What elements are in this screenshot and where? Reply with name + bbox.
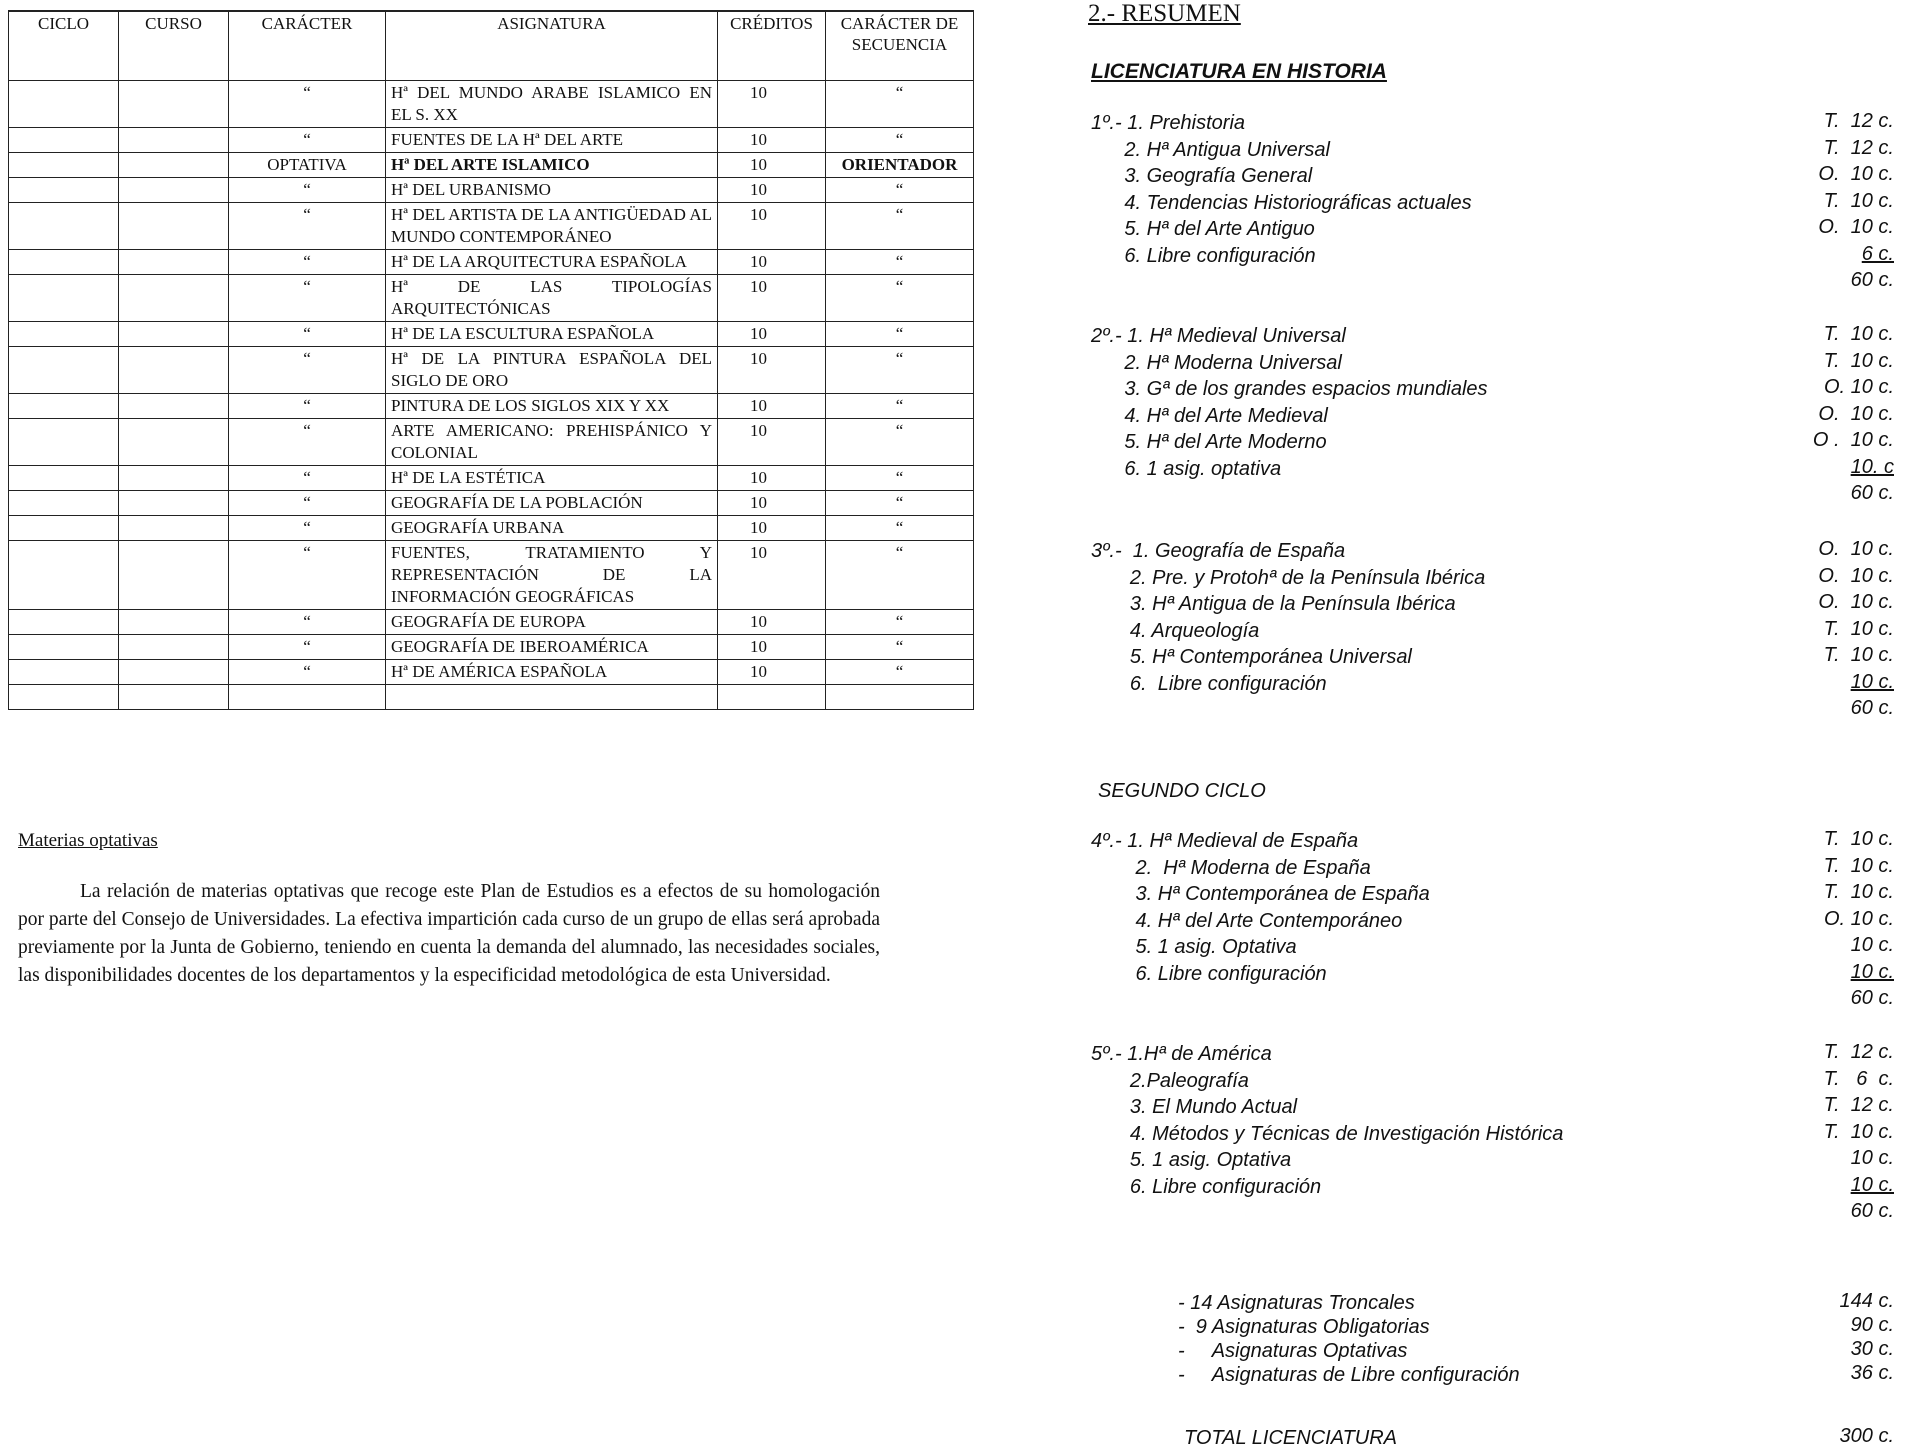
cell-asignatura: Hª DE LA PINTURA ESPAÑOLA DEL SIGLO DE ORO (386, 347, 718, 394)
cell-secuencia: ORIENTADOR (826, 153, 974, 178)
cell-creditos: 10 (718, 660, 826, 685)
summary-label: 5º.- 1.Hª de América (1091, 1043, 1272, 1065)
summary-label: 3. Hª Contemporánea de España (1091, 883, 1430, 905)
summary-value: 90 c. (1850, 1314, 1894, 1336)
cell-caracter: “ (229, 660, 386, 685)
cell-secuencia: “ (826, 516, 974, 541)
cell-curso (119, 685, 229, 710)
summary-label: - Asignaturas Optativas (1178, 1340, 1408, 1362)
cell-creditos: 10 (718, 610, 826, 635)
summary-label: 6. 1 asig. optativa (1091, 457, 1282, 480)
course-item (1088, 1096, 1908, 1122)
summary-label: 6. Libre configuración (1091, 962, 1327, 985)
cell-secuencia: “ (826, 491, 974, 516)
summary-value: T. 10 c. (1823, 189, 1894, 212)
header-asignatura: ASIGNATURA (386, 11, 718, 81)
grand-total-row (1088, 1427, 1908, 1453)
summary-value: T. 12 c. (1823, 136, 1894, 159)
summary-label: 4. Hª del Arte Medieval (1091, 404, 1328, 427)
cell-asignatura: ARTE AMERICANO: PREHISPÁNICO Y COLONIAL (386, 419, 718, 466)
summary-value: 10 c. (1850, 1173, 1894, 1196)
cell-curso (119, 322, 229, 347)
cell-asignatura: Hª DE LA ARQUITECTURA ESPAÑOLA (386, 250, 718, 275)
course-total (1088, 484, 1908, 510)
cell-ciclo (9, 347, 119, 394)
summary-label: 4. Métodos y Técnicas de Investigación Histórica (1091, 1122, 1564, 1145)
course-item (1088, 936, 1908, 962)
cell-asignatura: Hª DEL ARTE ISLAMICO (386, 153, 718, 178)
course-table (8, 10, 974, 710)
cell-caracter: “ (229, 610, 386, 635)
cell-secuencia: “ (826, 203, 974, 250)
cell-ciclo (9, 635, 119, 660)
cell-secuencia: “ (826, 419, 974, 466)
cell-creditos: 10 (718, 394, 826, 419)
table-row (9, 466, 974, 491)
summary-value: 10 c. (1850, 670, 1894, 693)
course-item (1088, 112, 1908, 138)
table-row (9, 322, 974, 347)
cell-curso (119, 347, 229, 394)
course-item (1088, 646, 1908, 672)
summary-label: 5. Hª del Arte Moderno (1091, 431, 1327, 453)
cell-creditos: 10 (718, 203, 826, 250)
course-item (1088, 854, 1908, 883)
cell-secuencia: “ (826, 275, 974, 322)
course-item (1088, 378, 1908, 404)
cell-curso (119, 635, 229, 660)
cell-ciclo (9, 516, 119, 541)
summary-label: 2º.- 1. Hª Medieval Universal (1091, 325, 1346, 347)
cell-asignatura: Hª DEL URBANISMO (386, 178, 718, 203)
summary-value: T. 12 c. (1823, 1041, 1894, 1063)
table-row (9, 178, 974, 203)
course-item (1088, 907, 1908, 936)
course-item (1088, 1173, 1908, 1202)
summary-label: 6. Libre configuración (1091, 672, 1327, 695)
summary-label: 2. Hª Moderna Universal (1091, 351, 1342, 374)
cell-curso (119, 250, 229, 275)
summary-label: 2. Hª Antigua Universal (1091, 138, 1330, 161)
cell-ciclo (9, 81, 119, 128)
cell-creditos: 10 (718, 178, 826, 203)
cell-curso (119, 128, 229, 153)
cell-asignatura: Hª DEL ARTISTA DE LA ANTIGÜEDAD AL MUNDO CONTEMPORÁNEO (386, 203, 718, 250)
summary-label: 2. Pre. y Protohª de la Península Ibérica (1091, 566, 1486, 589)
summary-label: 3. Gª de los grandes espacios mundiales (1091, 378, 1488, 400)
summary-label: - Asignaturas de Libre configuración (1178, 1364, 1520, 1386)
cell-caracter: “ (229, 322, 386, 347)
cell-secuencia: “ (826, 635, 974, 660)
course-item (1088, 617, 1908, 646)
cell-caracter: “ (229, 128, 386, 153)
cell-asignatura: Hª DE LA ESCULTURA ESPAÑOLA (386, 322, 718, 347)
cell-caracter: “ (229, 178, 386, 203)
course-item (1088, 136, 1908, 165)
cell-asignatura: GEOGRAFÍA DE EUROPA (386, 610, 718, 635)
summary-label: 2.Paleografía (1091, 1069, 1249, 1092)
cell-creditos: 10 (718, 491, 826, 516)
table-row (9, 250, 974, 275)
cell-curso (119, 178, 229, 203)
credit-total-row (1088, 1316, 1908, 1342)
table-row (9, 153, 974, 178)
cell-curso (119, 466, 229, 491)
table-row (9, 660, 974, 685)
cell-asignatura: Hª DEL MUNDO ARABE ISLAMICO EN EL S. XX (386, 81, 718, 128)
cell-curso (119, 541, 229, 610)
cell-creditos: 10 (718, 81, 826, 128)
credit-total-row (1088, 1292, 1908, 1318)
cell-creditos: 10 (718, 347, 826, 394)
cell-caracter: “ (229, 491, 386, 516)
header-curso: CURSO (119, 11, 229, 81)
summary-value: 144 c. (1839, 1290, 1894, 1312)
course-item (1088, 1149, 1908, 1175)
course-item (1088, 242, 1908, 271)
cell-caracter: “ (229, 203, 386, 250)
summary-value: 60 c. (1850, 697, 1894, 719)
summary-value: 60 c. (1850, 269, 1894, 291)
cell-ciclo (9, 610, 119, 635)
course-total (1088, 699, 1908, 725)
cell-ciclo (9, 541, 119, 610)
cell-asignatura: PINTURA DE LOS SIGLOS XIX Y XX (386, 394, 718, 419)
summary-value: T. 10 c. (1823, 881, 1894, 903)
summary-value: T. 6 c. (1823, 1067, 1894, 1090)
cell-ciclo (9, 250, 119, 275)
summary-value: 10. c (1850, 455, 1894, 478)
cell-curso (119, 491, 229, 516)
cell-ciclo (9, 128, 119, 153)
cell-secuencia: “ (826, 610, 974, 635)
cell-caracter: “ (229, 347, 386, 394)
course-item (1088, 540, 1908, 566)
cell-creditos (718, 685, 826, 710)
summary-value: T. 12 c. (1823, 110, 1894, 132)
summary-value: T. 10 c. (1823, 323, 1894, 345)
cell-caracter: “ (229, 394, 386, 419)
cell-caracter: “ (229, 81, 386, 128)
summary-value: T. 10 c. (1823, 854, 1894, 877)
segundo-ciclo-label: SEGUNDO CICLO (1098, 780, 1266, 802)
course-item (1088, 325, 1908, 351)
summary-value: 10 c. (1850, 1147, 1894, 1169)
course-item (1088, 218, 1908, 244)
cell-caracter: “ (229, 419, 386, 466)
cell-curso (119, 660, 229, 685)
cell-ciclo (9, 203, 119, 250)
table-row (9, 610, 974, 635)
summary-label: - 9 Asignaturas Obligatorias (1178, 1316, 1430, 1338)
summary-value: O. 10 c. (1823, 376, 1894, 398)
cell-curso (119, 81, 229, 128)
cell-secuencia: “ (826, 128, 974, 153)
course-item (1088, 349, 1908, 378)
cell-ciclo (9, 394, 119, 419)
course-item (1088, 564, 1908, 593)
summary-value: 36 c. (1850, 1362, 1894, 1384)
cell-secuencia: “ (826, 347, 974, 394)
summary-value: 60 c. (1850, 482, 1894, 504)
cell-asignatura (386, 685, 718, 710)
course-item (1088, 189, 1908, 218)
cell-ciclo (9, 685, 119, 710)
cell-creditos: 10 (718, 250, 826, 275)
course-total (1088, 271, 1908, 297)
summary-label: 3º.- 1. Geografía de España (1091, 540, 1346, 562)
table-row (9, 685, 974, 710)
header-secuencia: CARÁCTER DE SECUENCIA (826, 11, 974, 81)
cell-asignatura: Hª DE AMÉRICA ESPAÑOLA (386, 660, 718, 685)
summary-label: 5. 1 asig. Optativa (1091, 936, 1297, 958)
summary-subheading: LICENCIATURA EN HISTORIA (1091, 60, 1387, 83)
course-item (1088, 830, 1908, 856)
summary-value: T. 10 c. (1823, 644, 1894, 666)
cell-caracter: “ (229, 516, 386, 541)
cell-creditos: 10 (718, 153, 826, 178)
course-item (1088, 883, 1908, 909)
optativas-paragraph: La relación de materias optativas que recoge este Plan de Estudios es a efectos de su homologación por parte del Consejo de Universidades. La efectiva impartición cada curso de un grupo de ellas será aprobada previamente por la Junta de Gobierno, teniendo en cuenta la demanda del alumnado, las necesidades sociales, las disponibilidades docentes de los departamentos y la especificidad metodológica de esta Universidad. (18, 881, 880, 986)
summary-value: O. 10 c. (1818, 402, 1894, 425)
summary-label: 5. Hª Contemporánea Universal (1091, 646, 1412, 668)
summary-label: 3. Geografía General (1091, 165, 1313, 187)
summary-value: O. 10 c. (1823, 907, 1894, 930)
course-item (1088, 165, 1908, 191)
optativas-title: Materias optativas (18, 830, 158, 851)
table-row (9, 541, 974, 610)
summary-label: 5. Hª del Arte Antiguo (1091, 218, 1315, 240)
cell-creditos: 10 (718, 419, 826, 466)
course-item (1088, 670, 1908, 699)
cell-ciclo (9, 322, 119, 347)
cell-ciclo (9, 178, 119, 203)
course-item (1088, 960, 1908, 989)
cell-creditos: 10 (718, 128, 826, 153)
cell-caracter: “ (229, 275, 386, 322)
cell-curso (119, 394, 229, 419)
cell-secuencia (826, 685, 974, 710)
cell-secuencia: “ (826, 541, 974, 610)
summary-label: 6. Libre configuración (1091, 1175, 1322, 1198)
cell-caracter: “ (229, 250, 386, 275)
cell-ciclo (9, 466, 119, 491)
table-row (9, 275, 974, 322)
cell-caracter: OPTATIVA (229, 153, 386, 178)
course-item (1088, 1067, 1908, 1096)
credit-total-row (1088, 1364, 1908, 1390)
summary-value: 60 c. (1850, 987, 1894, 1009)
table-row (9, 81, 974, 128)
summary-label: 4. Tendencias Historiográficas actuales (1091, 191, 1472, 214)
cell-secuencia: “ (826, 322, 974, 347)
course-item (1088, 1043, 1908, 1069)
cell-creditos: 10 (718, 541, 826, 610)
summary-value: O. 10 c. (1818, 538, 1894, 560)
course-total (1088, 989, 1908, 1015)
summary-value: T. 10 c. (1823, 828, 1894, 850)
summary-value: 10 c. (1850, 960, 1894, 983)
summary-label: 3. El Mundo Actual (1091, 1096, 1298, 1118)
cell-asignatura: GEOGRAFÍA DE IBEROAMÉRICA (386, 635, 718, 660)
cell-asignatura: Hª DE LAS TIPOLOGÍAS ARQUITECTÓNICAS (386, 275, 718, 322)
cell-ciclo (9, 491, 119, 516)
cell-secuencia: “ (826, 250, 974, 275)
table-row (9, 419, 974, 466)
summary-value: O. 10 c. (1818, 216, 1894, 238)
table-header-row (9, 11, 974, 81)
summary-label: - 14 Asignaturas Troncales (1178, 1292, 1415, 1314)
summary-value: O . 10 c. (1812, 429, 1894, 451)
course-total (1088, 1202, 1908, 1228)
cell-ciclo (9, 275, 119, 322)
summary-label: TOTAL LICENCIATURA (1184, 1427, 1398, 1449)
summary-label: 5. 1 asig. Optativa (1091, 1149, 1292, 1171)
summary-value: T. 12 c. (1823, 1094, 1894, 1116)
cell-creditos: 10 (718, 466, 826, 491)
cell-secuencia: “ (826, 466, 974, 491)
cell-caracter: “ (229, 466, 386, 491)
summary-panel (1088, 0, 1908, 1455)
summary-label: 3. Hª Antigua de la Península Ibérica (1091, 593, 1456, 615)
table-row (9, 516, 974, 541)
cell-curso (119, 153, 229, 178)
cell-ciclo (9, 660, 119, 685)
table-row (9, 203, 974, 250)
cell-curso (119, 419, 229, 466)
cell-secuencia: “ (826, 81, 974, 128)
cell-creditos: 10 (718, 516, 826, 541)
cell-asignatura: FUENTES, TRATAMIENTO Y REPRESENTACIÓN DE LA INFORMACIÓN GEOGRÁFICAS (386, 541, 718, 610)
cell-asignatura: Hª DE LA ESTÉTICA (386, 466, 718, 491)
cell-asignatura: FUENTES DE LA Hª DEL ARTE (386, 128, 718, 153)
summary-heading: 2.- RESUMEN (1088, 0, 1241, 27)
course-item (1088, 455, 1908, 484)
summary-value: O. 10 c. (1818, 564, 1894, 587)
summary-value: 30 c. (1850, 1338, 1894, 1360)
summary-label: 2. Hª Moderna de España (1091, 856, 1371, 879)
cell-curso (119, 275, 229, 322)
cell-caracter: “ (229, 635, 386, 660)
summary-value: T. 10 c. (1823, 349, 1894, 372)
header-creditos: CRÉDITOS (718, 11, 826, 81)
table-row (9, 635, 974, 660)
cell-secuencia: “ (826, 178, 974, 203)
summary-value: O. 10 c. (1818, 591, 1894, 613)
summary-value: 60 c. (1850, 1200, 1894, 1222)
cell-curso (119, 610, 229, 635)
summary-value: O. 10 c. (1818, 163, 1894, 185)
summary-value: T. 10 c. (1823, 617, 1894, 640)
cell-asignatura: GEOGRAFÍA URBANA (386, 516, 718, 541)
cell-curso (119, 516, 229, 541)
summary-label: 6. Libre configuración (1091, 244, 1316, 267)
summary-value: T. 10 c. (1823, 1120, 1894, 1143)
summary-label: 4. Arqueología (1091, 619, 1260, 642)
header-caracter: CARÁCTER (229, 11, 386, 81)
cell-ciclo (9, 153, 119, 178)
summary-value: 300 c. (1839, 1425, 1894, 1447)
summary-label: 4º.- 1. Hª Medieval de España (1091, 830, 1359, 852)
cell-curso (119, 203, 229, 250)
table-row (9, 128, 974, 153)
summary-label: 4. Hª del Arte Contemporáneo (1091, 909, 1403, 932)
course-item (1088, 1120, 1908, 1149)
course-item (1088, 402, 1908, 431)
cell-creditos: 10 (718, 635, 826, 660)
cell-ciclo (9, 419, 119, 466)
cell-caracter: “ (229, 541, 386, 610)
cell-asignatura: GEOGRAFÍA DE LA POBLACIÓN (386, 491, 718, 516)
cell-creditos: 10 (718, 275, 826, 322)
cell-caracter (229, 685, 386, 710)
table-row (9, 491, 974, 516)
summary-label: 1º.- 1. Prehistoria (1091, 112, 1246, 134)
header-ciclo: CICLO (9, 11, 119, 81)
summary-value: 6 c. (1861, 242, 1894, 265)
cell-creditos: 10 (718, 322, 826, 347)
credit-total-row (1088, 1340, 1908, 1366)
course-item (1088, 431, 1908, 457)
cell-secuencia: “ (826, 394, 974, 419)
summary-value: 10 c. (1850, 934, 1894, 956)
course-item (1088, 593, 1908, 619)
table-row (9, 394, 974, 419)
table-row (9, 347, 974, 394)
cell-secuencia: “ (826, 660, 974, 685)
